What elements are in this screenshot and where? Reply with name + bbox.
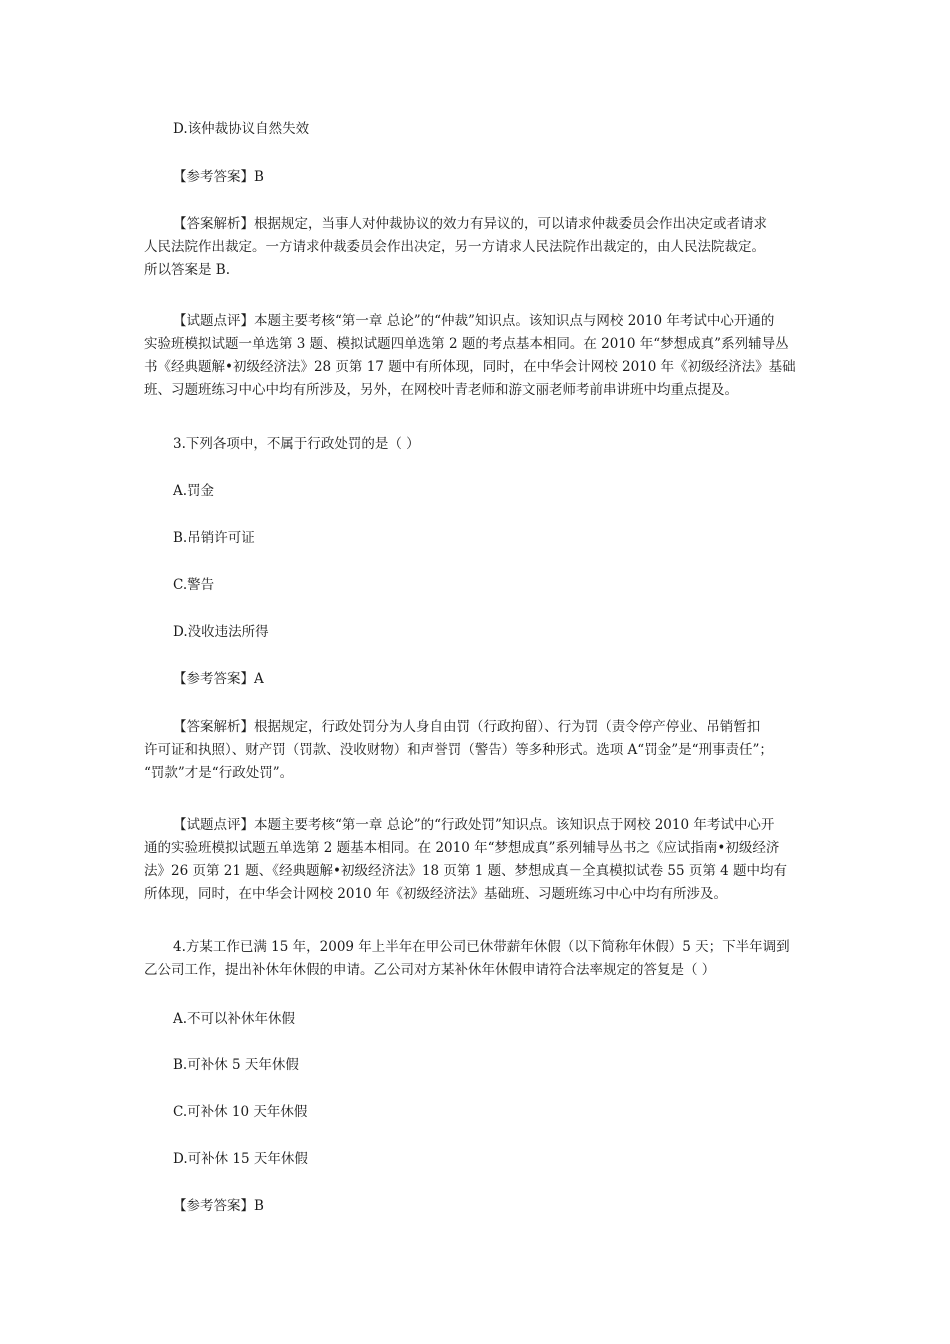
q4-question <box>144 936 790 982</box>
q2-comment-line: 班、习题班练习中心中均有所涉及，另外，在网校叶青老师和游文丽老师考前串讲班中均重点提及。 <box>144 382 738 398</box>
q2-analysis-line: 人民法院作出裁定。一方请求仲裁委员会作出决定，另一方请求人民法院作出裁定的，由人民法院裁定。 <box>144 239 765 255</box>
q4-question-line: 4.方某工作已满 15 年，2009 年上半年在甲公司已休带薪年休假（以下简称年休假）5 天；下半年调到 <box>173 939 790 955</box>
q2-comment-line: 【试题点评】本题主要考核“第一章 总论”的“仲裁”知识点。该知识点与网校 2010 年考试中心开通的 <box>173 313 775 329</box>
q3-comment-line: 【试题点评】本题主要考核“第一章 总论”的“行政处罚”知识点。该知识点于网校 2010 年考试中心开 <box>173 817 775 833</box>
q2-analysis <box>144 213 767 282</box>
q3-option-c: C.警告 <box>173 577 215 593</box>
q3-answer: 【参考答案】A <box>173 671 264 687</box>
q3-analysis <box>144 716 773 785</box>
q4-option-a: A.不可以补休年休假 <box>173 1011 296 1027</box>
q4-option-b: B.可补休 5 天年休假 <box>173 1057 299 1073</box>
q2-option-d: D.该仲裁协议自然失效 <box>173 121 310 137</box>
q4-question-line: 乙公司工作，提出补休年休假的申请。乙公司对方某补休年休假申请符合法率规定的答复是（ ） <box>144 962 716 978</box>
q3-option-d: D.没收违法所得 <box>173 624 269 640</box>
q3-analysis-line: 【答案解析】根据规定，行政处罚分为人身自由罚（行政拘留）、行为罚（责令停产停业、吊销暂扣 <box>173 719 761 735</box>
q3-option-a: A.罚金 <box>173 483 215 499</box>
q4-option-d: D.可补休 15 天年休假 <box>173 1151 308 1167</box>
q3-comment <box>144 814 787 906</box>
q3-analysis-line: “罚款”才是“行政处罚”。 <box>144 765 294 781</box>
q2-comment-line: 书《经典题解•初级经济法》28 页第 17 题中有所体现，同时，在中华会计网校 2010 年《初级经济法》基础 <box>144 359 796 375</box>
q2-answer: 【参考答案】B <box>173 169 264 185</box>
q3-comment-line: 法》26 页第 21 题、《经典题解•初级经济法》18 页第 1 题、梦想成真－全真模拟试卷 55 页第 4 题中均有 <box>144 863 788 879</box>
q2-comment-line: 实验班模拟试题一单选第 3 题、模拟试题四单选第 2 题的考点基本相同。在 2010 年“梦想成真”系列辅导丛 <box>144 336 789 352</box>
q2-comment <box>144 310 796 402</box>
q3-comment-line: 通的实验班模拟试题五单选第 2 题基本相同。在 2010 年“梦想成真”系列辅导丛书之《应试指南•初级经济 <box>144 840 780 856</box>
q3-analysis-line: 许可证和执照）、财产罚（罚款、没收财物）和声誉罚（警告）等多种形式。选项 A“罚金”是“刑事责任”； <box>144 742 773 758</box>
q2-analysis-line: 所以答案是 B. <box>144 262 231 278</box>
q3-comment-line: 所体现，同时，在中华会计网校 2010 年《初级经济法》基础班、习题班练习中心中均有所涉及。 <box>144 886 727 902</box>
q4-answer: 【参考答案】B <box>173 1198 264 1214</box>
q3-option-b: B.吊销许可证 <box>173 530 255 546</box>
q2-analysis-line: 【答案解析】根据规定，当事人对仲裁协议的效力有异议的，可以请求仲裁委员会作出决定或者请求 <box>173 216 767 232</box>
q4-option-c: C.可补休 10 天年休假 <box>173 1104 308 1120</box>
q3-question: 3.下列各项中，不属于行政处罚的是（ ） <box>173 436 420 452</box>
